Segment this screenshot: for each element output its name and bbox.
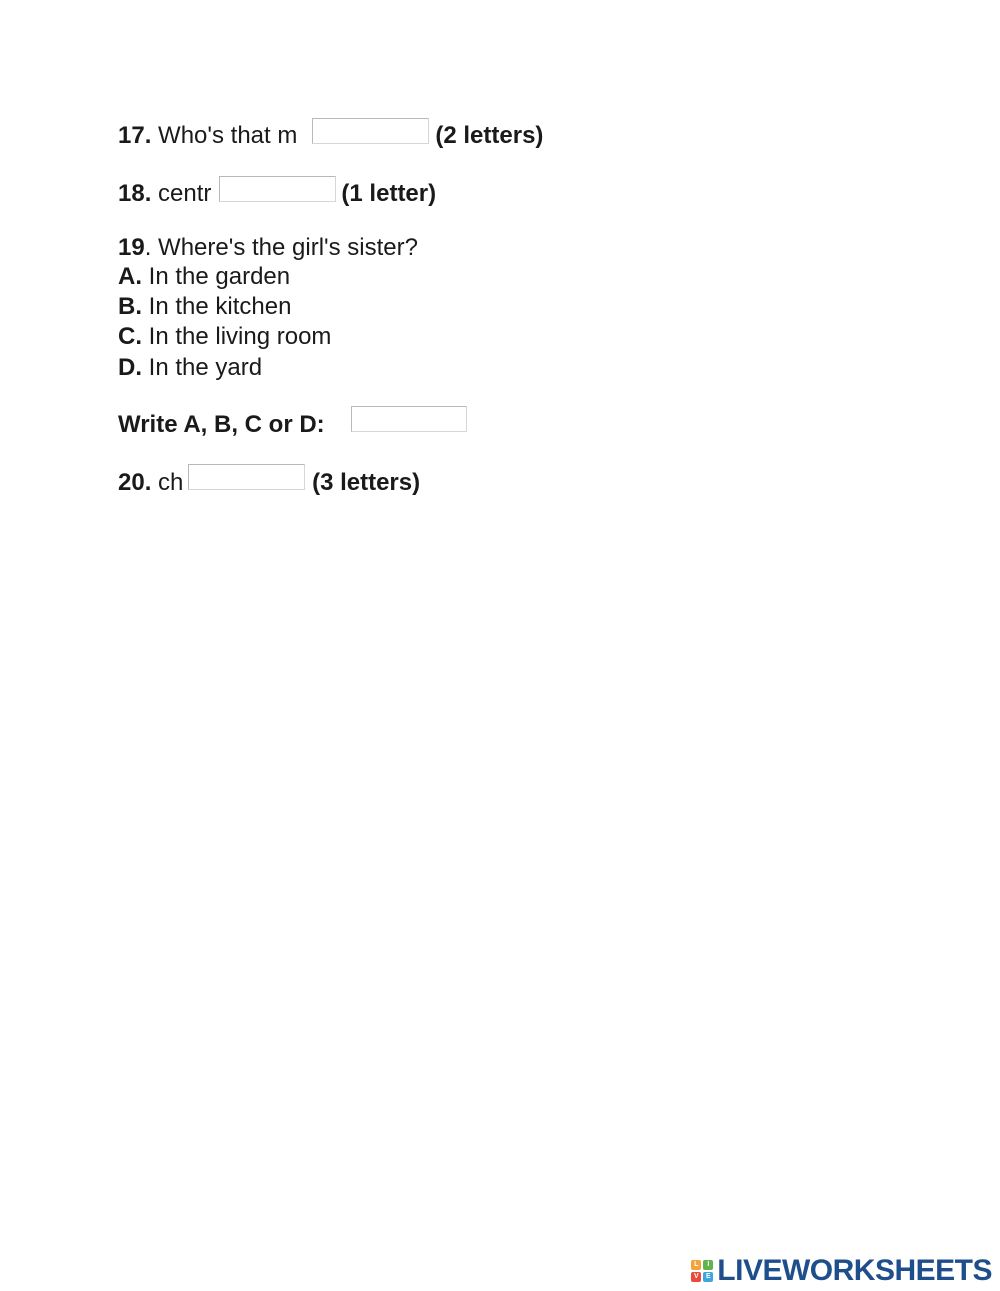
logo-blocks-icon [691,1260,713,1282]
letter-hint: (2 letters) [435,122,544,149]
letter-hint: (1 letter) [341,180,437,207]
question-text: Who's that m [158,122,298,149]
brand-name: LIVEWORKSHEETS [717,1254,992,1287]
option-a [118,262,290,292]
logo-block: E [703,1272,713,1282]
logo-block: I [703,1260,713,1270]
option-letter: A. [118,263,142,290]
option-text: In the living room [148,323,332,350]
question-text: centr [158,180,212,207]
option-letter: B. [118,293,142,320]
answer-input-18[interactable] [219,176,336,202]
question-number: 20. [118,469,152,496]
option-c [118,322,331,352]
logo-block: L [691,1260,701,1270]
option-b [118,292,291,322]
option-text: In the garden [148,263,291,290]
answer-prompt: Write A, B, C or D: [118,411,325,438]
letter-hint: (3 letters) [312,469,421,496]
question-text: Where's the girl's sister? [158,234,418,261]
answer-input-19[interactable] [351,406,467,432]
liveworksheets-logo [691,1254,992,1288]
answer-input-17[interactable] [312,118,429,144]
question-19 [118,233,418,263]
answer-input-20[interactable] [188,464,305,490]
question-text: ch [158,469,184,496]
question-number: 19 [118,234,145,261]
option-text: In the kitchen [148,293,292,320]
logo-block: V [691,1272,701,1282]
question-number: 17. [118,122,152,149]
option-text: In the yard [148,354,263,381]
question-dot: . [144,234,152,261]
option-d [118,353,262,383]
option-letter: C. [118,323,142,350]
option-letter: D. [118,354,142,381]
question-number: 18. [118,180,152,207]
